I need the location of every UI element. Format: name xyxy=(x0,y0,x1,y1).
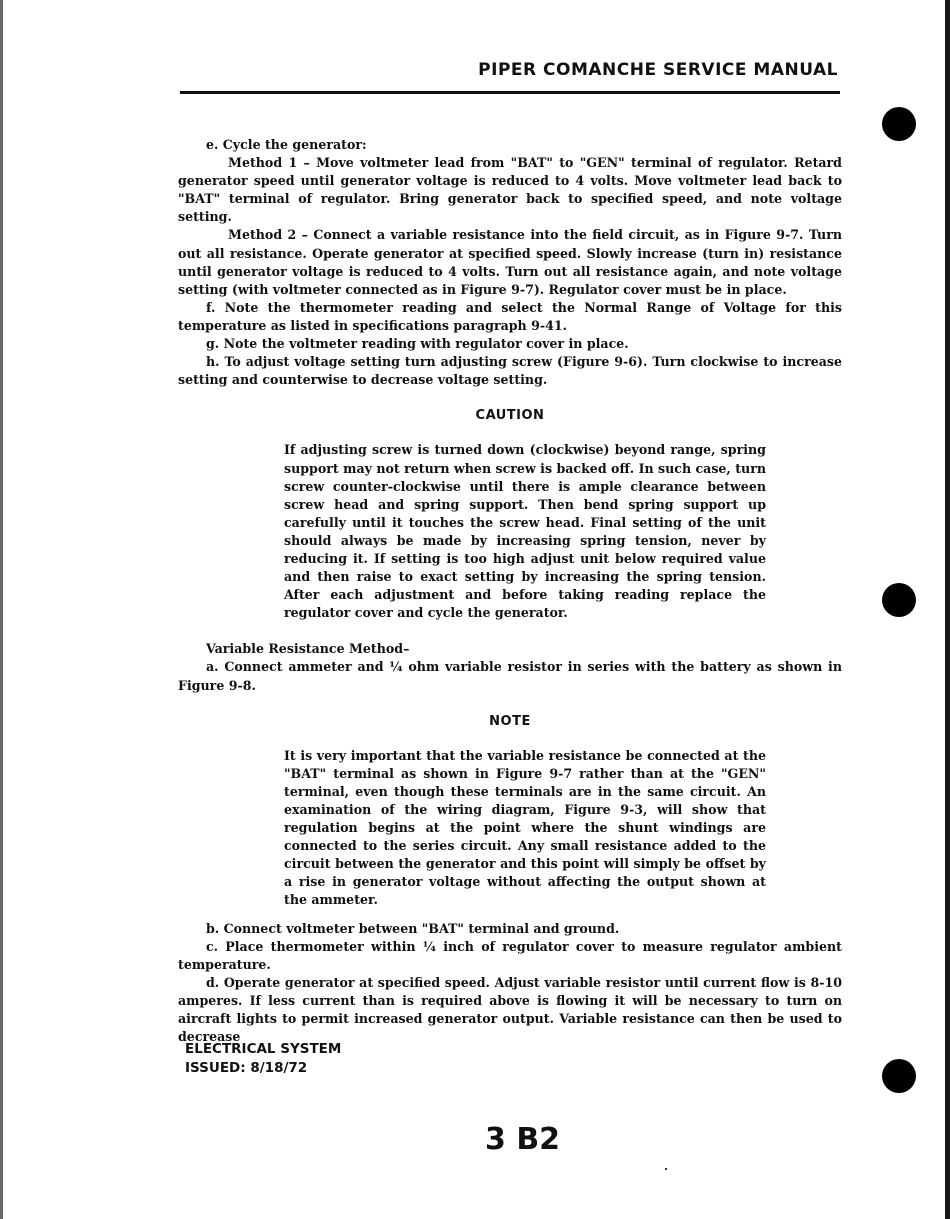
step-f: f. Note the thermometer reading and select the Normal Range of Voltage for this temperature as listed in specifications paragraph 9-41. xyxy=(178,299,842,333)
note-text: It is very important that the variable resistance be connected at the "BAT" terminal as shown in Figure 9-7 rather than at the "GEN" terminal, even though these terminals are in the same circuit. An examination of the wiring diagram, Figure 9-3, will show that regulation begins at the point where the shunt windings are connected to the series circuit. Any small resistance added to the circuit between the generator and this point will simply be offset by a rise in generator voltage without affecting the output shown at the ammeter. xyxy=(284,747,766,908)
binder-hole-bottom xyxy=(882,1059,916,1093)
binder-hole-top xyxy=(882,107,916,141)
vr-method-title: Variable Resistance Method– xyxy=(206,641,410,657)
footer-issued-date: ISSUED: 8/18/72 xyxy=(185,1060,308,1076)
step-g: g. Note the voltmeter reading with regulator cover in place. xyxy=(206,336,629,352)
vr-step-d: d. Operate generator at specified speed. Adjust variable resistor until current flow is 8-10 amperes. If less current than is required above is flowing it will be necessary to turn on aircraft lights to permit increased generator output. Variable resistance can then be used to decrease xyxy=(178,974,842,1045)
step-h: h. To adjust voltage setting turn adjusting screw (Figure 9-6). Turn clockwise to increase setting and counterwise to decrease voltage setting. xyxy=(178,354,842,388)
caution-text: If adjusting screw is turned down (clockwise) beyond range, spring support may not return when screw is backed off. In such case, turn screw counter-clockwise until there is ample clearance between screw head and spring support. Then bend spring support up carefully until it touches the screw head. Final setting of the unit should always be made by increasing spring tension, never by reducing it. If setting is too high adjust unit below required value and then raise to exact setting by increasing the spring tension. After each adjustment and before taking reading replace the regulator cover and cycle the generator. xyxy=(284,442,766,621)
page-footer xyxy=(185,1040,341,1078)
method-2: Method 2 – Connect a variable resistance into the field circuit, as in Figure 9-7. Turn out all resistance. Operate generator at specified speed. Slowly increase (turn in) resistance until generator voltage is reduced to 4 volts. Turn out all resistance again, and note voltage setting (with voltmeter connected as in Figure 9-7). Regulator cover must be in place. xyxy=(178,227,842,297)
vr-step-a: a. Connect ammeter and ¼ ohm variable resistor in series with the battery as shown in Figure 9-8. xyxy=(178,659,842,693)
page-number: 3 B2 xyxy=(485,1122,561,1157)
vr-step-b: b. Connect voltmeter between "BAT" terminal and ground. xyxy=(206,920,620,936)
caution-heading: CAUTION xyxy=(475,408,545,424)
note-heading: NOTE xyxy=(489,713,531,729)
scan-speck xyxy=(665,1168,667,1170)
scan-right-edge xyxy=(945,0,950,1219)
scan-left-edge xyxy=(0,0,3,1219)
header-rule xyxy=(180,91,840,94)
page-body xyxy=(178,136,842,1046)
vr-step-c: c. Place thermometer within ¼ inch of regulator cover to measure regulator ambient temperature. xyxy=(178,938,842,972)
footer-section: ELECTRICAL SYSTEM xyxy=(185,1041,342,1057)
step-e-title: e. Cycle the generator: xyxy=(206,137,367,152)
binder-hole-middle xyxy=(882,583,916,617)
method-1: Method 1 – Move voltmeter lead from "BAT" to "GEN" terminal of regulator. Retard generator speed until generator voltage is reduced to 4 volts. Move voltmeter lead back to "BAT" terminal of regulator. Bring generator back to specified speed, and note voltage setting. xyxy=(178,155,842,225)
manual-title: PIPER COMANCHE SERVICE MANUAL xyxy=(478,60,838,80)
